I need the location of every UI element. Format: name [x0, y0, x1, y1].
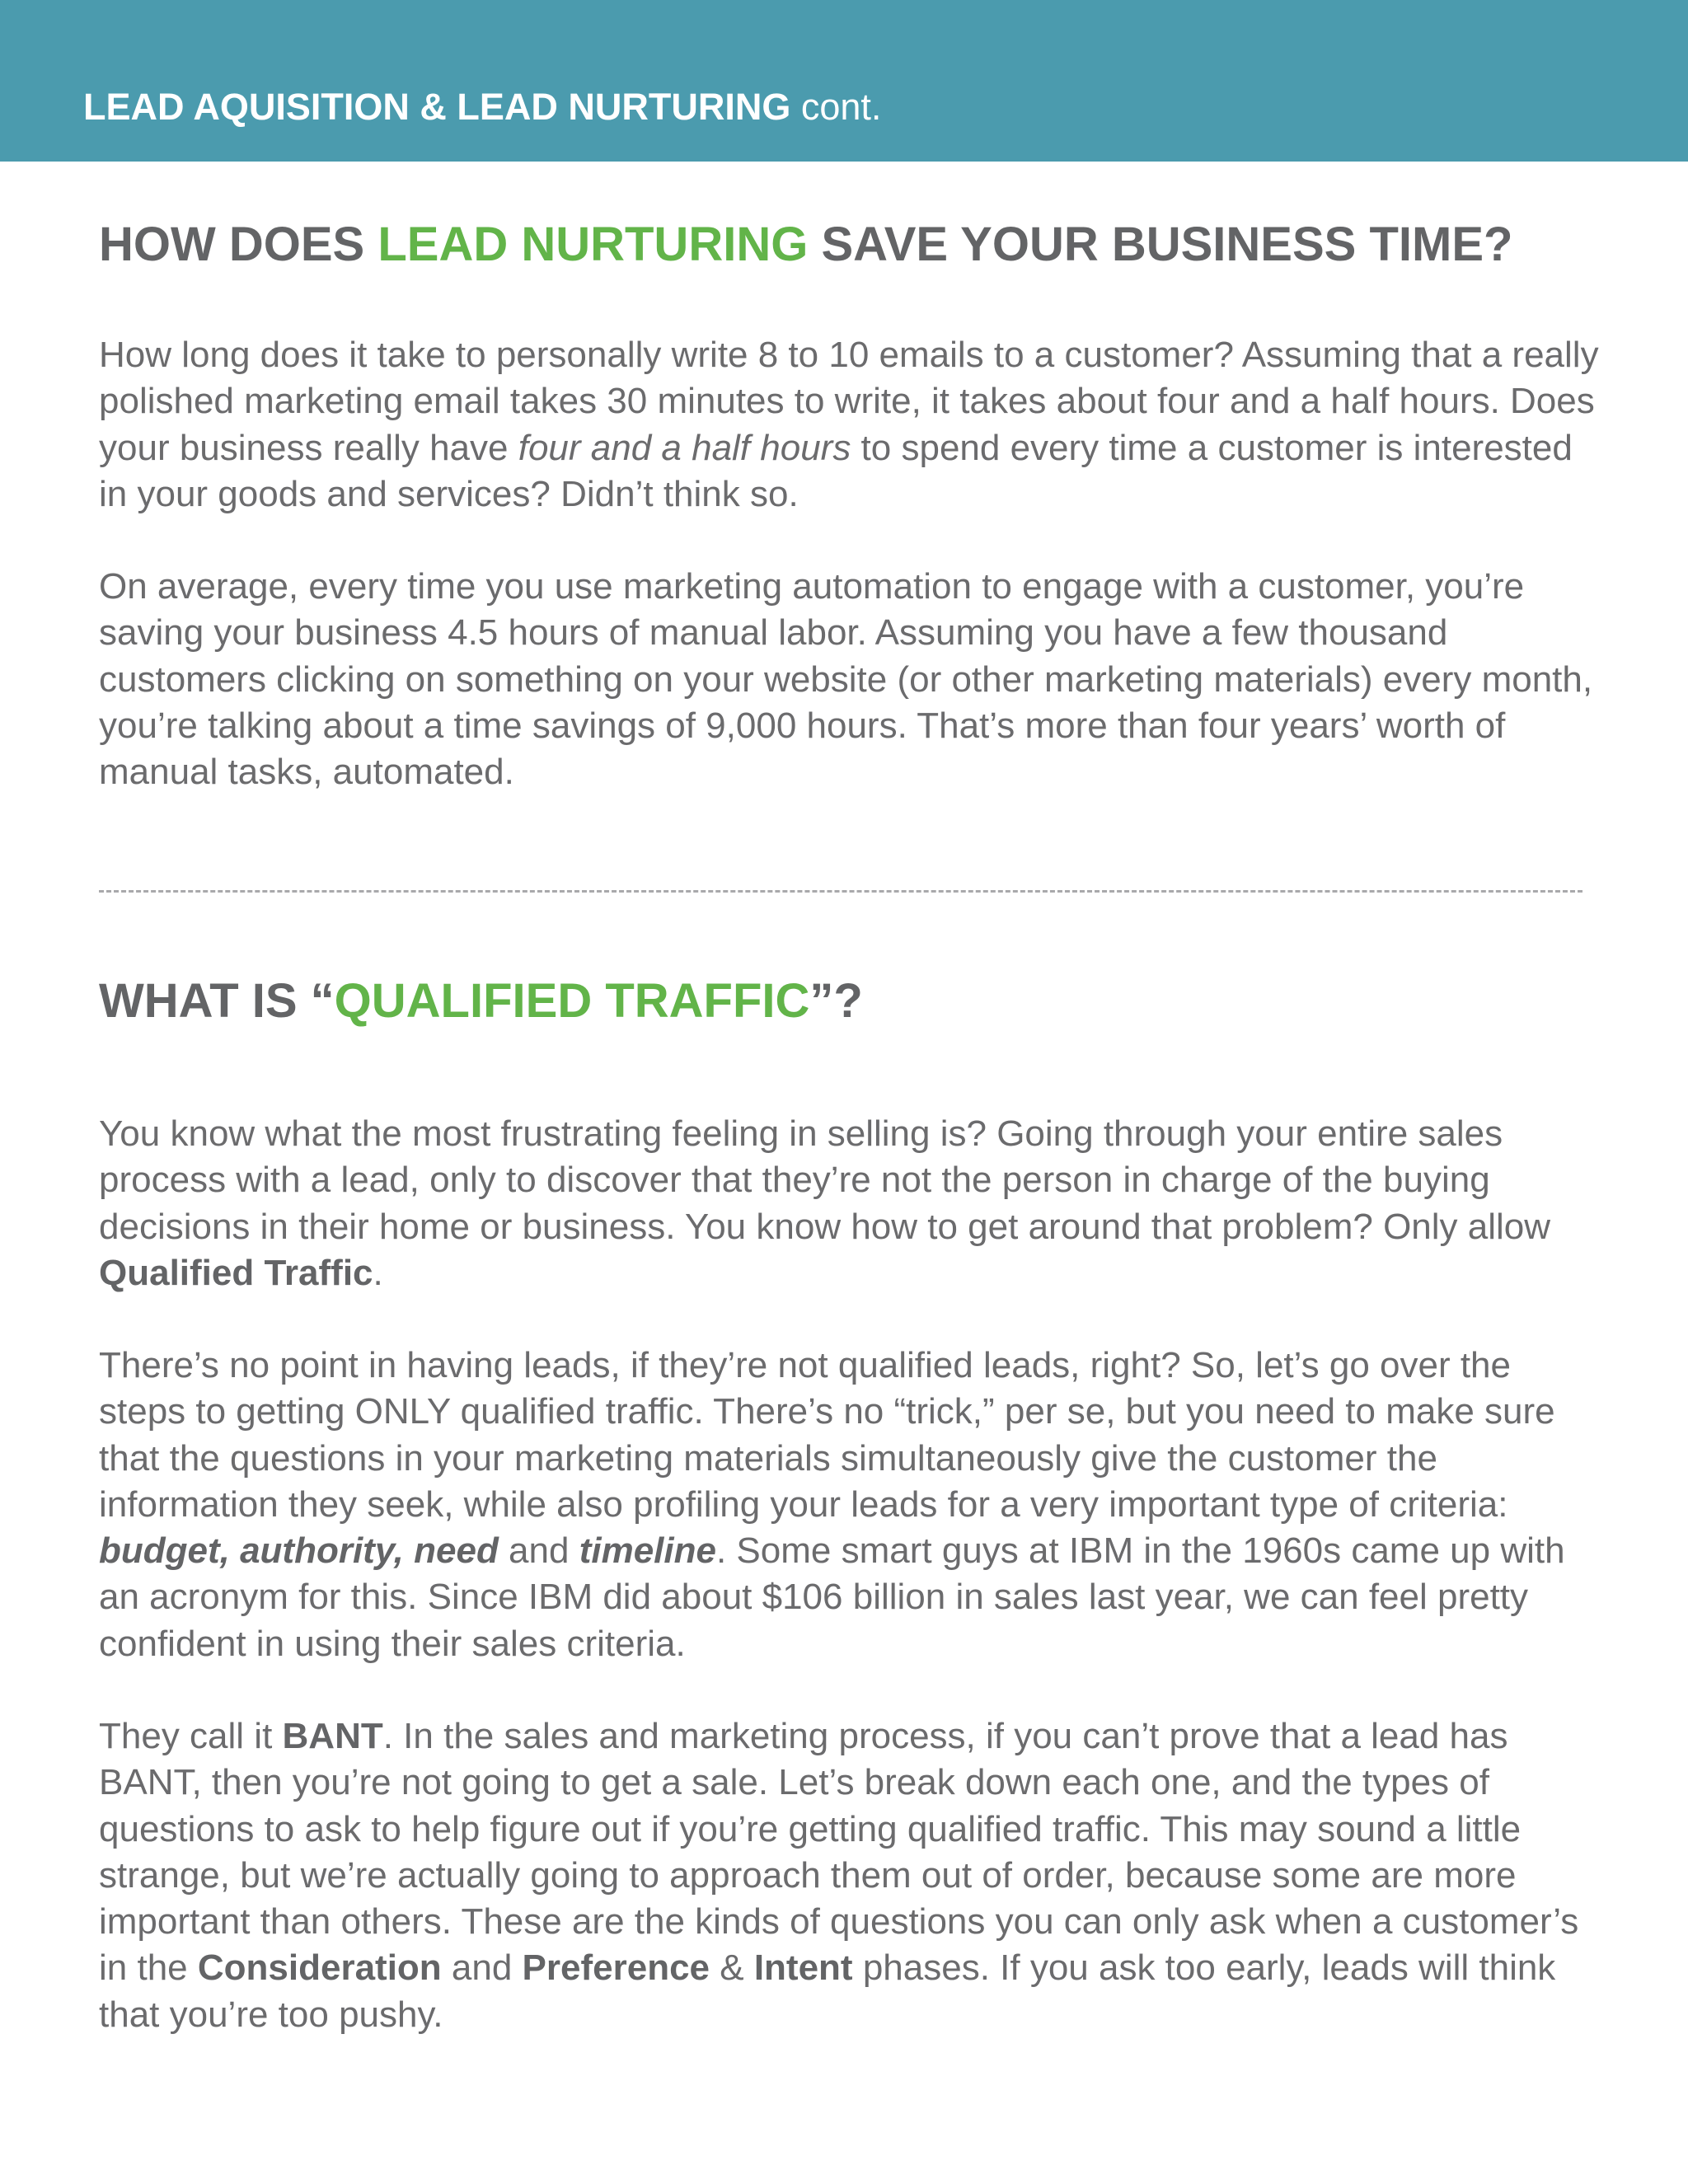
text-run: to spend every time a customer is interested in your goods and services? Didn’t think so.	[99, 427, 1573, 514]
text-run: .	[373, 1252, 383, 1293]
heading-lead-nurturing-time	[99, 216, 1512, 274]
paragraph-frustrating-feeling	[99, 1111, 1599, 1296]
heading-accent: LEAD NURTURING	[377, 218, 809, 271]
heading-part: SAVE YOUR BUSINESS TIME?	[808, 218, 1513, 271]
paragraph-automation-savings: On average, every time you use marketing automation to engage with a customer, you’re saving your business 4.5 hours of manual labor. Assuming you have a few thousand customers clicking on something on your website (or other marketing materials) every month, you’re talking about a time savings of 9,000 hours. That’s more than four years’ worth of manual tasks, automated.	[99, 566, 1593, 793]
heading-part: HOW DOES	[99, 218, 378, 271]
text-run: How long does it take to personally write 8 to 10 emails to a customer? Assuming that a really polished marketing email takes 30 minutes to write, it takes about four and a half hours. Does your business really have	[99, 335, 1599, 468]
heading-qualified-traffic	[99, 972, 863, 1030]
section-divider	[99, 890, 1582, 893]
text-run: phases. If you ask too early, leads will think that you’re too pushy.	[99, 1947, 1556, 2035]
heading-part: WHAT IS “	[99, 974, 335, 1028]
text-run: . Some smart guys at IBM in the 1960s came up with an acronym for this. Since IBM did about $106 billion in sales last year, we can feel pretty confident in using their sales criteria.	[99, 1530, 1565, 1664]
bold-text: Consideration	[197, 1947, 442, 1989]
top-banner	[0, 0, 1688, 162]
paragraph-qualified-leads	[99, 1343, 1599, 1667]
heading-part: ”?	[809, 974, 863, 1028]
text-run: There’s no point in having leads, if they’re not qualified leads, right? So, let’s go over the steps to getting ONLY qualified traffic. There’s no “trick,” per se, but you need to make sure that the questions in your marketing materials simultaneously give the customer the information they seek, while also profiling your leads for a very important type of criteria:	[99, 1345, 1555, 1525]
bold-text: Intent	[753, 1947, 853, 1989]
text-run: They call it	[99, 1716, 283, 1756]
bold-text: Preference	[522, 1947, 710, 1989]
banner-title-strong: LEAD AQUISITION & LEAD NURTURING	[83, 86, 791, 128]
paragraph-email-time	[99, 332, 1599, 518]
bold-text: BANT	[282, 1716, 383, 1756]
emphasis-text: four and a half hours	[518, 427, 851, 468]
paragraph-bant	[99, 1713, 1599, 2038]
bold-italic-text: budget, authority, need	[99, 1530, 499, 1572]
text-run: and	[498, 1530, 579, 1572]
banner-title-rest: cont.	[790, 86, 882, 128]
bold-text: Qualified Traffic	[99, 1252, 373, 1293]
text-run: and	[441, 1947, 523, 1989]
text-run: . In the sales and marketing process, if you can’t prove that a lead has BANT, then you’re not going to get a sale. Let’s break down each one, and the types of questions to ask to help figure out if you’re getting qualified traffic. This may sound a little strange, but we’re actually going to approach them out of order, because some are more important than others. These are the kinds of questions you can only ask when a customer’s in the	[99, 1716, 1579, 1989]
heading-accent: QUALIFIED TRAFFIC	[334, 974, 810, 1028]
text-run: You know what the most frustrating feeling in selling is? Going through your entire sales process with a lead, only to discover that they’re not the person in charge of the buying decisions in their home or business. You know how to get around that problem? Only allow	[99, 1113, 1551, 1247]
text-run: &	[710, 1947, 754, 1989]
banner-title	[83, 82, 881, 132]
bold-italic-text: timeline	[579, 1530, 716, 1572]
